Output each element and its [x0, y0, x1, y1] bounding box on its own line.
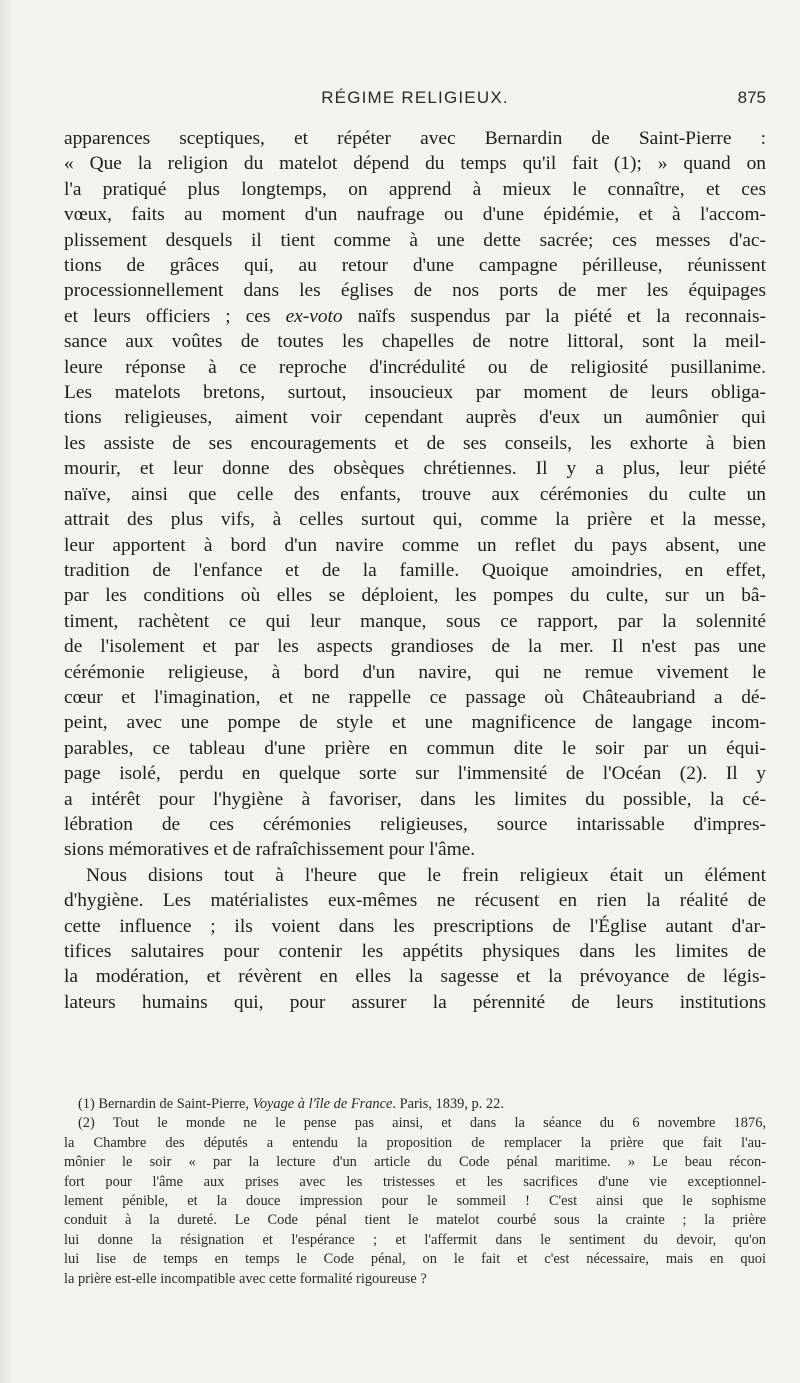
text-fragment: naïfs suspendus par la piété et la reconnais- [357, 305, 766, 327]
text-line: processionnellement dans les églises de nos ports de mer les équipages [64, 280, 766, 302]
text-line: vœux, faits au moment d'un naufrage ou d'une épidémie, et à l'accom- [64, 204, 766, 226]
text-line: attrait des plus vifs, à celles surtout qui, comme la prière et la messe, [64, 509, 766, 531]
footnote-2-line: (2) Tout le monde ne le pense pas ainsi, et dans la séance du 6 novembre 1876, [78, 1115, 766, 1132]
text-line: Nous disions tout à l'heure que le frein religieux était un élément [86, 864, 766, 886]
text-line: tions de grâces qui, au retour d'une campagne périlleuse, réunissent [64, 255, 766, 277]
footnote-text: (1) Bernardin de Saint-Pierre, [78, 1096, 253, 1112]
text-line: tifices salutaires pour contenir les appétits physiques dans les limites de [64, 941, 766, 962]
text-line: sions mémoratives et de rafraîchissement pour l'âme. [64, 839, 476, 861]
running-title: RÉGIME RELIGIEUX. [321, 88, 509, 107]
footnote-italic-title: Voyage à l'île de France [252, 1096, 393, 1112]
text-line: sance aux voûtes de toutes les chapelles de notre littoral, sont la meil- [64, 331, 766, 353]
page-number: 875 [737, 88, 766, 107]
text-line: page isolé, perdu en quelque sorte sur l'immensité de l'Océan (2). Il y [64, 763, 766, 785]
text-line: lébration de ces cérémonies religieuses, source intarissable d'impres- [64, 813, 766, 835]
footnote-1 [64, 1095, 766, 1114]
text-fragment: et leurs officiers ; ces [64, 305, 286, 327]
text-line: peint, avec une pompe de style et une magnificence de langage incom- [64, 712, 766, 734]
text-line: apparences sceptiques, et répéter avec Bernardin de Saint-Pierre : [64, 128, 766, 149]
footnote-2-line: conduit à la dureté. Le Code pénal tient le matelot courbé sous la crainte ; la prière [64, 1212, 766, 1229]
running-header [64, 88, 766, 112]
text-line: par les conditions où elles se déploient, les pompes du culte, sur un bâ- [64, 585, 766, 607]
text-line: cœur et l'imagination, et ne rappelle ce passage où Châteaubriand a dé- [64, 686, 766, 708]
text-line: cérémonie religieuse, à bord d'un navire, qui ne remue vivement le [64, 661, 766, 683]
text-line: d'hygiène. Les matérialistes eux-mêmes ne récusent en rien la réalité de [64, 890, 766, 912]
text-line: leure réponse à ce reproche d'incrédulité ou de religiosité pusillanime. [64, 356, 766, 378]
text-line: l'a pratiqué plus longtemps, on apprend à mieux le connaître, et ces [64, 178, 766, 200]
text-line: lateurs humains qui, pour assurer la pérennité de leurs institutions [64, 991, 766, 1013]
text-line: tradition de l'enfance et de la famille. Quoique amoindries, en effet, [64, 559, 766, 581]
text-line: de l'isolement et par les aspects grandioses de la mer. Il n'est pas une [64, 636, 766, 658]
footnotes [64, 1095, 766, 1289]
text-line: tions religieuses, aiment voir cependant auprès d'eux un aumônier qui [64, 407, 766, 429]
italic-term: ex-voto [285, 305, 343, 327]
text-line: parables, ce tableau d'une prière en commun dite le soir par un équi- [64, 737, 766, 759]
page-edge-shadow [0, 0, 14, 1383]
text-line: a intérêt pour l'hygiène à favoriser, dans les limites du possible, la cé- [64, 788, 766, 810]
footnote-2-line: lui lise de temps en temps le Code pénal, on le fait et c'est nécessaire, mais en quoi [64, 1251, 766, 1268]
text-line [64, 304, 766, 329]
body-text [64, 126, 766, 1015]
footnote-text: . Paris, 1839, p. 22. [392, 1096, 504, 1112]
footnote-2-line: lement pénible, et la douce impression pour le sommeil ! C'est ainsi que le sophisme [64, 1193, 766, 1210]
text-line: « Que la religion du matelot dépend du temps qu'il fait (1); » quand on [64, 153, 766, 175]
footnote-2-line: lui donne la résignation et l'espérance ; et l'affermit dans le sentiment du devoir, qu'on [64, 1231, 766, 1248]
text-line: les assiste de ses encouragements et de ses conseils, les exhorte à bien [64, 432, 766, 454]
text-line: leur apportent à bord d'un navire comme un reflet du pays absent, une [64, 534, 766, 556]
text-line: mourir, et leur donne des obsèques chrétiennes. Il y a plus, leur piété [64, 458, 766, 480]
text-line: naïve, ainsi que celle des enfants, trouve aux cérémonies du culte un [64, 483, 766, 505]
footnote-2-line: mônier le soir « par la lecture d'un article du Code pénal maritime. » Le beau récon- [64, 1154, 766, 1171]
text-line: Les matelots bretons, surtout, insoucieux par moment de leurs obliga- [64, 382, 766, 404]
text-line: la modération, et révèrent en elles la sagesse et la prévoyance de légis- [64, 966, 766, 988]
text-line: timent, rachètent ce qui leur manque, sous ce rapport, par la solennité [64, 610, 766, 632]
text-line: plissement desquels il tient comme à une dette sacrée; ces messes d'ac- [64, 229, 766, 251]
footnote-2-line: fort pour l'âme aux prises avec les tristesses et les sacrifices d'une vie exceptionnel- [64, 1173, 766, 1190]
text-line: cette influence ; ils voient dans les prescriptions de l'Église autant d'ar- [64, 915, 766, 937]
footnote-2-line: la prière est-elle incompatible avec cette formalité rigoureuse ? [64, 1270, 427, 1287]
footnote-2-line: la Chambre des députés a entendu la proposition de remplacer la prière que fait l'au- [64, 1134, 766, 1151]
